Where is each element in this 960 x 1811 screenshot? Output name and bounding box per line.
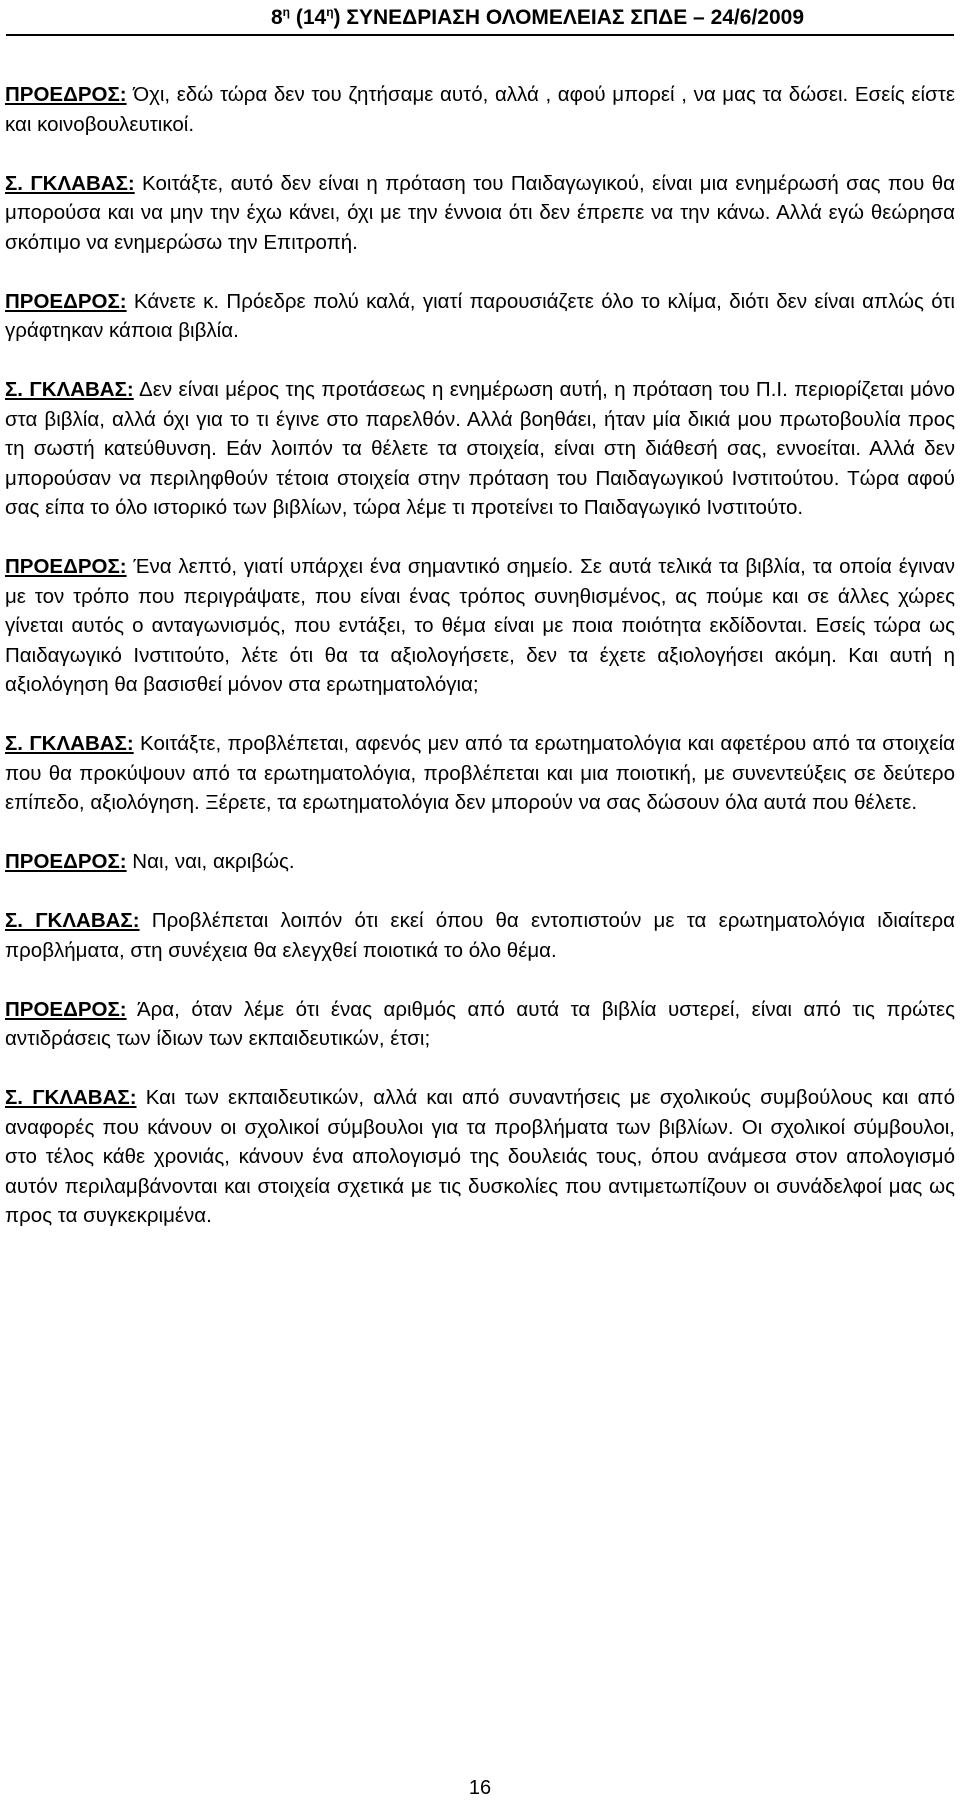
speaker-label: ΠΡΟΕΔΡΟΣ: [5,850,127,873]
speech-text: Προβλέπεται λοιπόν ότι εκεί όπου θα εντοπιστούν με τα ερωτηματολόγια ιδιαίτερα προβλήματα, στη συνέχεια θα ελεγχθεί ποιοτικά το όλο θέμα. [5,909,955,962]
transcript-paragraph [5,169,955,258]
header-title [271,4,804,32]
header-session-open: (14 [290,6,327,29]
speech-text: Κάνετε κ. Πρόεδρε πολύ καλά, γιατί παρουσιάζετε όλο το κλίμα, διότι δεν είναι απλώς ότι γράφτηκαν κάποια βιβλία. [5,289,955,342]
transcript-paragraph [5,552,955,700]
transcript-paragraph [5,847,955,877]
speech-text: Δεν είναι μέρος της προτάσεως η ενημέρωση αυτή, η πρόταση του Π.Ι. περιορίζεται μόνο στα βιβλία, αλλά όχι για το τι έγινε στο παρελθόν. Αλλά βοηθάει, ήταν μία δικιά μου πρωτοβουλία προς τη σωστή κατεύθυνση. Εάν λοιπόν τα θέλετε τα στοιχεία, είναι στη διάθεσή σας, εννοείται. Αλλά δεν μπορούσαν να περιληφθούν τέτοια στοιχεία στην πρόταση του Παιδαγωγικού Ινστιτούτου. Τώρα αφού σας είπα το όλο ιστορικό των βιβλίων, τώρα λέμε τι προτείνει το Παιδαγωγικό Ινστιτούτο. [5,378,955,519]
speaker-label: ΠΡΟΕΔΡΟΣ: [5,555,127,578]
speaker-label: ΠΡΟΕΔΡΟΣ: [5,997,127,1021]
transcript-paragraph [5,1083,955,1231]
header-session-number: 8 [270,6,283,29]
transcript-paragraph [5,287,955,346]
transcript-paragraph [5,80,955,139]
speech-text: Κοιτάξτε, προβλέπεται, αφενός μεν από τα ερωτηματολόγια και αφετέρου από τα στοιχεία που θα προκύψουν από τα ερωτηματολόγια, προβλέπεται και μια ποιοτική, με συνεντεύξεις σε δεύτερο επίπεδο, αξιολόγηση. Ξέρετε, τα ερωτηματολόγια δεν μπορούν να σας δώσουν όλα αυτά που θέλετε. [5,732,955,814]
speaker-label: Σ. ΓΚΛΑΒΑΣ: [5,909,140,932]
header-sitting-suffix: η [326,5,334,19]
page-header [6,2,954,36]
speaker-label: Σ. ΓΚΛΑΒΑΣ: [5,1086,137,1109]
speech-text: Άρα, όταν λέμε ότι ένας αριθμός από αυτά τα βιβλία υστερεί, είναι από τις πρώτες αντιδράσεις των ίδιων των εκπαιδευτικών, έτσι; [5,997,955,1050]
speech-text: Όχι, εδώ τώρα δεν του ζητήσαμε αυτό, αλλά , αφού μπορεί , να μας τα δώσει. Εσείς είστε και κοινοβουλευτικοί. [5,83,955,136]
header-session-suffix: η [282,5,291,19]
transcript-paragraph [5,729,955,818]
speech-text: Κοιτάξτε, αυτό δεν είναι η πρόταση του Παιδαγωγικού, είναι μια ενημέρωσή σας που θα μπορούσα και να μην την έχω κάνει, όχι με την έννοια ότι δεν έπρεπε να την κάνω. Αλλά εγώ θεώρησα σκόπιμο να ενημερώσω την Επιτροπή. [5,171,955,254]
speaker-label: Σ. ΓΚΛΑΒΑΣ: [5,378,134,401]
speaker-label: ΠΡΟΕΔΡΟΣ: [5,83,127,106]
speech-text: Ένα λεπτό, γιατί υπάρχει ένα σημαντικό σημείο. Σε αυτά τελικά τα βιβλία, τα οποία έγιναν με τον τρόπο που περιγράψατε, που είναι ένας τρόπος συνηθισμένος, ας πούμε και σε άλλες χώρες γίνεται αυτός ο ανταγωνισμός, που εντάξει, το θέμα είναι με ποια ποιότητα εκδίδονται. Εσείς τώρα ως Παιδαγωγικό Ινστιτούτο, λέτε ότι θα τα αξιολογήσετε, δεν τα έχετε αξιολογήσει ακόμη. Και αυτή η αξιολόγηση θα βασισθεί μόνον στα ερωτηματολόγια; [5,555,955,696]
transcript-body [5,80,955,1260]
speaker-label: Σ. ΓΚΛΑΒΑΣ: [5,171,135,195]
header-session-title: ) ΣΥΝΕΔΡΙΑΣΗ ΟΛΟΜΕΛΕΙΑΣ ΣΠΔΕ – 24/6/2009 [333,6,804,29]
speaker-label: Σ. ΓΚΛΑΒΑΣ: [5,732,134,755]
transcript-paragraph [5,375,955,523]
transcript-paragraph [5,906,955,965]
transcript-paragraph [5,995,955,1054]
speaker-label: ΠΡΟΕΔΡΟΣ: [5,289,127,313]
speech-text: Και των εκπαιδευτικών, αλλά και από συναντήσεις με σχολικούς συμβούλους και από αναφορές που κάνουν οι σχολικοί σύμβουλοι για τα προβλήματα των βιβλίων. Οι σχολικοί σύμβουλοι, στο τέλος κάθε χρονιάς, κάνουν ένα απολογισμό της δουλειάς τους, όπου ανάμεσα στον απολογισμό αυτόν περιλαμβάνονται και στοιχεία σχετικά με τις δυσκολίες που αντιμετωπίζουν οι συνάδελφοί μας ως προς τα συγκεκριμένα. [5,1086,955,1227]
speech-text: Ναι, ναι, ακριβώς. [126,850,295,873]
page-number: 16 [468,1777,492,1799]
